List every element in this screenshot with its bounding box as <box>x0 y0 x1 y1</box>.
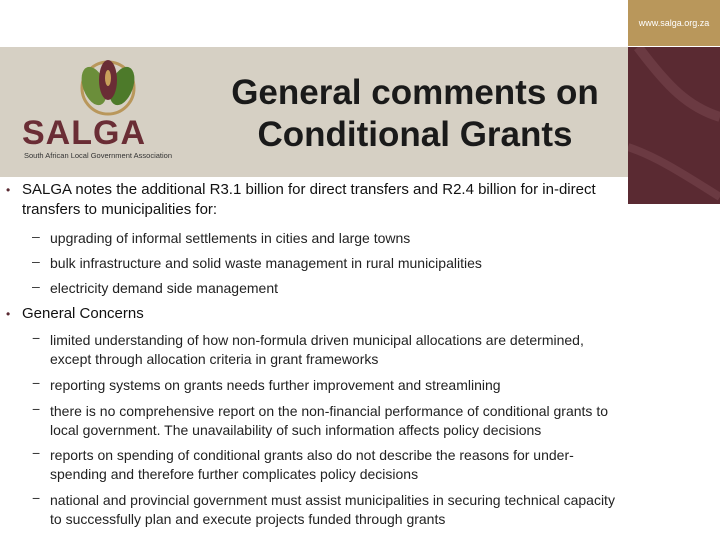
dash-icon: − <box>32 375 41 391</box>
intro-item: electricity demand side management <box>50 280 279 296</box>
bullet-icon: • <box>6 307 11 321</box>
logo-wordmark: SALGA <box>22 114 146 152</box>
top-strip <box>0 0 720 46</box>
page-title <box>190 72 640 156</box>
concern-item-line: spending and therefore further complicates policy decisions <box>50 466 419 482</box>
concern-item-line: to successfully plan and execute projects funded through grants <box>50 511 446 527</box>
website-url: www.salga.org.za <box>628 0 720 46</box>
dash-icon: – <box>32 278 40 294</box>
concerns-heading: General Concerns <box>22 305 144 322</box>
intro-line-2: transfers to municipalities for: <box>22 201 218 218</box>
bullet-icon: • <box>6 183 11 197</box>
concern-item-line: except through allocation criteria in grant frameworks <box>50 351 379 367</box>
intro-item: upgrading of informal settlements in cities and large towns <box>50 230 411 246</box>
concern-item-line: reports on spending of conditional grants also do not describe the reasons for under- <box>50 447 574 463</box>
salga-logo <box>20 60 215 165</box>
concern-item-line: reporting systems on grants needs further improvement and streamlining <box>50 377 501 393</box>
title-line-2: Conditional Grants <box>257 115 573 154</box>
dash-icon: − <box>32 490 41 506</box>
intro-line-1: SALGA notes the additional R3.1 billion for direct transfers and R2.4 billion for in-direct <box>22 181 596 198</box>
dash-icon: − <box>32 401 41 417</box>
dash-icon: – <box>32 253 40 269</box>
concern-item-line: limited understanding of how non-formula driven municipal allocations are determined, <box>50 332 584 348</box>
intro-item: bulk infrastructure and solid waste management in rural municipalities <box>50 255 482 271</box>
title-line-1: General comments on <box>231 73 599 112</box>
dash-icon: – <box>32 228 40 244</box>
logo-tagline: South African Local Government Association <box>24 151 173 160</box>
dash-icon: − <box>32 445 41 461</box>
concern-item-line: there is no comprehensive report on the non-financial performance of conditional grants to <box>50 403 608 419</box>
dash-icon: − <box>32 330 41 346</box>
concern-item-line: local government. The unavailability of such information affects policy decisions <box>50 422 542 438</box>
concern-item-line: national and provincial government must assist municipalities in securing technical capacity <box>50 492 615 508</box>
